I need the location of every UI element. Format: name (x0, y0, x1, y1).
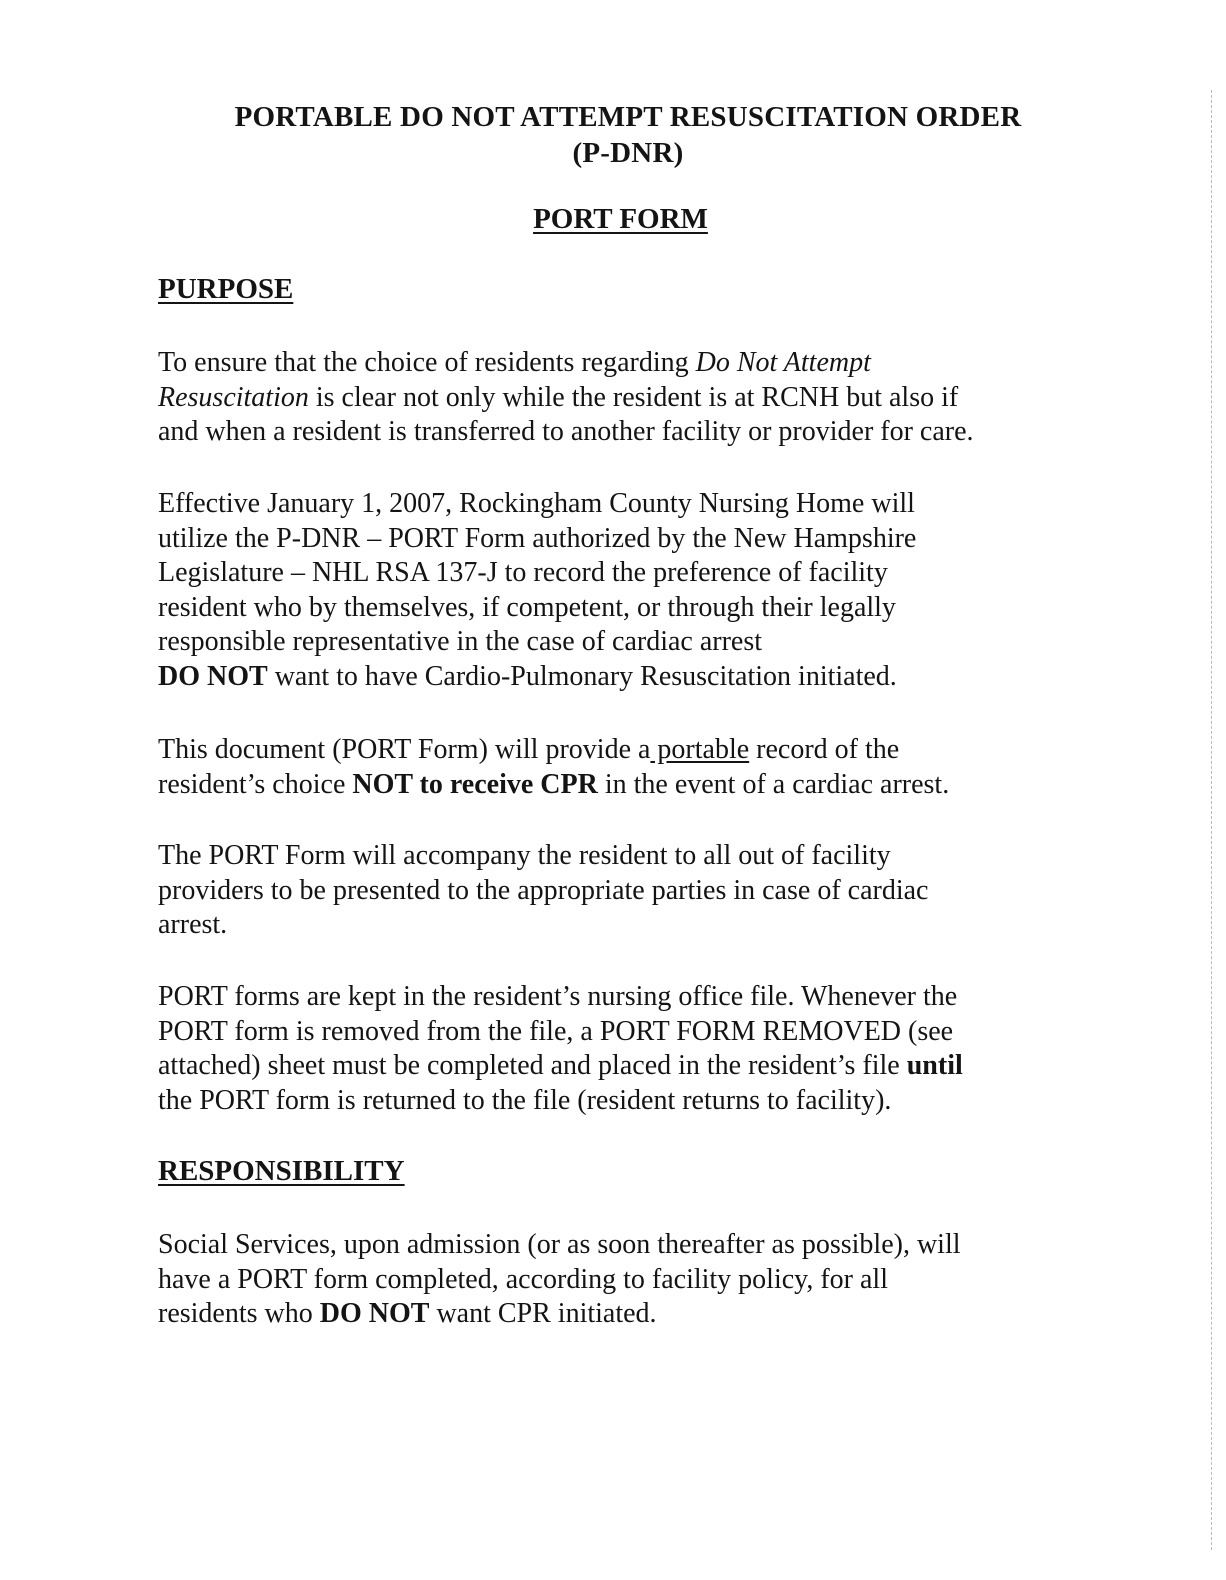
paragraph-line: arrest. (158, 909, 228, 940)
subtitle-text: PORT FORM (533, 203, 708, 235)
purpose-paragraph-2 (158, 487, 1058, 694)
bold-emphasis: NOT to receive CPR (352, 768, 598, 800)
paragraph-line (158, 381, 1058, 416)
bold-emphasis: DO NOT (158, 660, 268, 692)
paragraph-line: Effective January 1, 2007, Rockingham County Nursing Home will (158, 488, 915, 519)
text-run: To ensure that the choice of residents regarding (158, 347, 696, 378)
purpose-heading: PURPOSE (158, 273, 294, 305)
paragraph-line: Legislature – NHL RSA 137-J to record the preference of facility (158, 557, 888, 588)
paragraph-line: responsible representative in the case of cardiac arrest (158, 626, 763, 657)
text-run: is clear not only while the resident is at RCNH but also if (308, 381, 959, 413)
paragraph-line: providers to be presented to the appropriate parties in case of cardiac (158, 874, 929, 906)
document-subtitle (0, 202, 1226, 236)
paragraph-line: resident who by themselves, if competent, or through their legally (158, 591, 896, 623)
italic-term: Do Not Attempt (695, 347, 871, 378)
paragraph-line (158, 660, 1058, 695)
paragraph-line (158, 768, 1058, 803)
text-run: record of the (749, 734, 900, 765)
paragraph-line: utilize the P-DNR – PORT Form authorized by the New Hampshire (158, 522, 917, 554)
document-title-line1: PORTABLE DO NOT ATTEMPT RESUSCITATION ORDER (234, 101, 1022, 133)
text-run: attached) sheet must be completed and placed in the resident’s file (158, 1050, 907, 1081)
text-run: want CPR initiated. (429, 1298, 657, 1329)
paragraph-line: The PORT Form will accompany the resident to all out of facility (158, 840, 891, 871)
paragraph-line: PORT forms are kept in the resident’s nursing office file. Whenever the (158, 981, 958, 1012)
scan-edge-divider (1211, 90, 1212, 1550)
paragraph-line (158, 1297, 1058, 1332)
responsibility-heading: RESPONSIBILITY (158, 1155, 405, 1187)
italic-term: Resuscitation (158, 381, 309, 413)
responsibility-paragraph-1 (158, 1228, 1058, 1332)
purpose-paragraph-4 (158, 839, 1058, 943)
paragraph-line (158, 733, 1058, 768)
paragraph-line (158, 346, 1058, 381)
text-run: This document (PORT Form) will provide a (158, 734, 651, 765)
paragraph-line: and when a resident is transferred to another facility or provider for care. (158, 416, 974, 447)
paragraph-line: Social Services, upon admission (or as soon thereafter as possible), will (158, 1229, 961, 1260)
purpose-paragraph-5 (158, 980, 1058, 1118)
text-run: in the event of a cardiac arrest. (597, 768, 950, 800)
bold-emphasis: until (906, 1050, 963, 1081)
underlined-term: portable (650, 734, 750, 765)
paragraph-line: have a PORT form completed, according to facility policy, for all (158, 1263, 888, 1295)
paragraph-line: PORT form is removed from the file, a PORT FORM REMOVED (see (158, 1015, 954, 1047)
purpose-paragraph-1 (158, 346, 1058, 450)
paragraph-line (158, 1049, 1058, 1084)
paragraph-line: the PORT form is returned to the file (resident returns to facility). (158, 1084, 892, 1116)
text-run: want to have Cardio-Pulmonary Resuscitation initiated. (267, 660, 897, 692)
text-run: resident’s choice (158, 768, 353, 800)
purpose-paragraph-3 (158, 733, 1058, 802)
document-title-line2: (P-DNR) (572, 137, 684, 169)
bold-emphasis: DO NOT (319, 1298, 430, 1329)
text-run: residents who (158, 1298, 320, 1329)
